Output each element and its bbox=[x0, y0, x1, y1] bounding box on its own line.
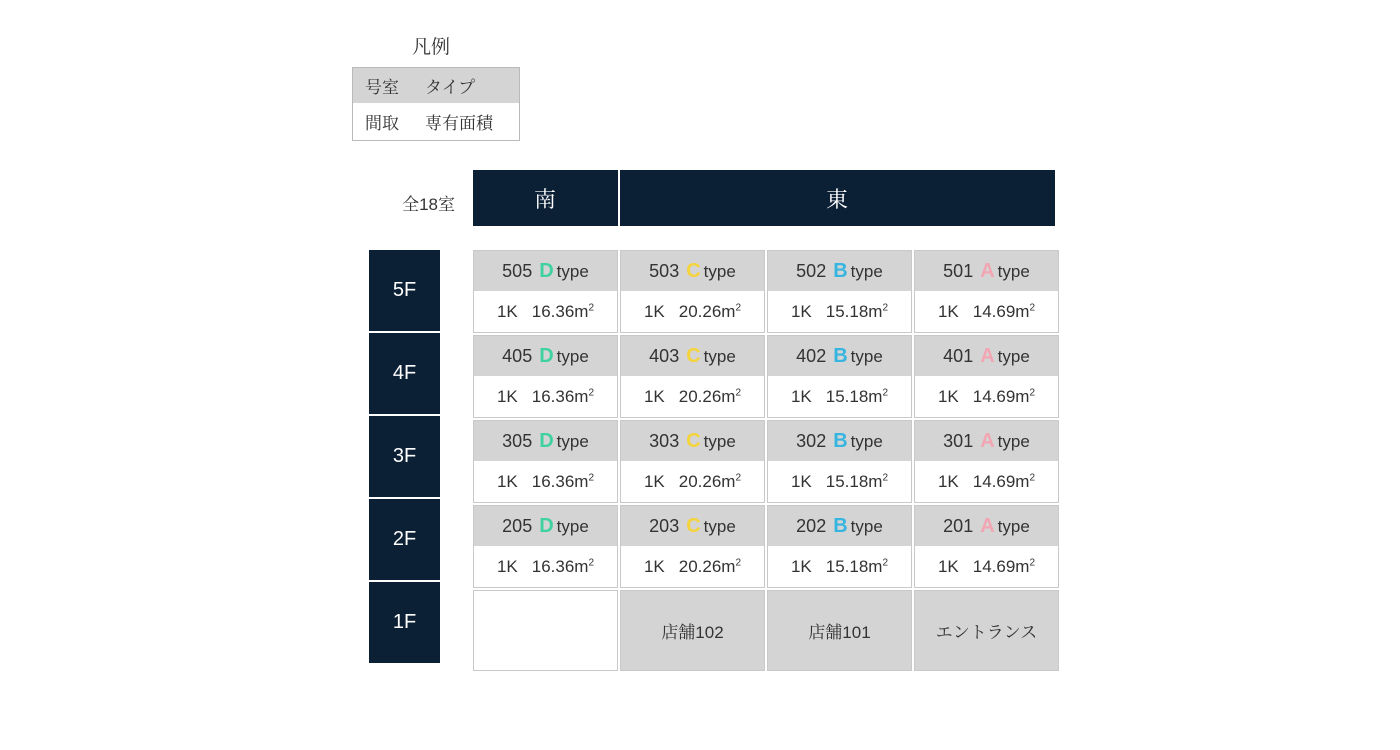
room-type-letter: A bbox=[980, 429, 995, 452]
room-number: 203 bbox=[649, 515, 680, 536]
floor-label: 3F bbox=[369, 416, 440, 497]
room-layout: 1K bbox=[937, 387, 959, 406]
room-type-suffix: type bbox=[997, 516, 1030, 536]
room-details bbox=[768, 547, 911, 587]
room-type-suffix: type bbox=[997, 346, 1030, 366]
room-details bbox=[621, 462, 764, 502]
room-number: 505 bbox=[502, 260, 533, 281]
legend-row-bottom bbox=[353, 104, 519, 140]
room-type bbox=[980, 260, 1030, 283]
room-type bbox=[539, 430, 589, 453]
room-cell[interactable] bbox=[473, 420, 618, 503]
room-layout: 1K bbox=[496, 557, 518, 576]
room-type bbox=[539, 345, 589, 368]
room-area-unit: m bbox=[868, 302, 883, 321]
room-area-unit-exponent: 2 bbox=[1029, 387, 1036, 399]
room-cell[interactable] bbox=[767, 335, 912, 418]
room-layout: 1K bbox=[496, 302, 518, 321]
room-area-value: 16.36 bbox=[531, 387, 575, 406]
room-type-letter: C bbox=[686, 259, 701, 282]
room-header bbox=[768, 506, 911, 547]
floor-row bbox=[473, 250, 1059, 333]
room-area-unit-exponent: 2 bbox=[882, 557, 889, 569]
room-details bbox=[474, 462, 617, 502]
room-header bbox=[621, 506, 764, 547]
room-area-unit: m bbox=[721, 557, 736, 576]
room-area bbox=[679, 302, 741, 322]
room-type-suffix: type bbox=[850, 431, 883, 451]
room-cell[interactable] bbox=[620, 335, 765, 418]
room-number: 405 bbox=[502, 345, 533, 366]
direction-cell-east: 東 bbox=[620, 170, 1055, 226]
room-area-unit-exponent: 2 bbox=[882, 472, 889, 484]
room-header bbox=[474, 421, 617, 462]
room-details bbox=[621, 292, 764, 332]
room-area-unit-exponent: 2 bbox=[588, 387, 595, 399]
room-cell[interactable] bbox=[473, 335, 618, 418]
room-number: 502 bbox=[796, 260, 827, 281]
room-area-value: 15.18 bbox=[825, 302, 869, 321]
room-area-unit-exponent: 2 bbox=[1029, 302, 1036, 314]
room-type-letter: A bbox=[980, 344, 995, 367]
room-number: 301 bbox=[943, 430, 974, 451]
floor-label: 5F bbox=[369, 250, 440, 331]
ground-floor-unit[interactable]: 店舗101 bbox=[767, 590, 912, 671]
legend-box bbox=[352, 67, 520, 141]
room-area-unit-exponent: 2 bbox=[735, 472, 742, 484]
room-area-unit-exponent: 2 bbox=[882, 302, 889, 314]
room-cell[interactable] bbox=[767, 250, 912, 333]
room-area-unit-exponent: 2 bbox=[588, 557, 595, 569]
ground-floor-empty bbox=[473, 590, 618, 671]
room-area-value: 16.36 bbox=[531, 302, 575, 321]
room-area-unit: m bbox=[574, 472, 589, 491]
room-area bbox=[532, 557, 594, 577]
room-type-letter: D bbox=[539, 429, 554, 452]
room-area-unit-exponent: 2 bbox=[735, 387, 742, 399]
room-type-suffix: type bbox=[703, 261, 736, 281]
room-type bbox=[980, 345, 1030, 368]
room-area bbox=[532, 387, 594, 407]
legend-row-top bbox=[353, 68, 519, 104]
room-type-suffix: type bbox=[556, 431, 589, 451]
room-number: 303 bbox=[649, 430, 680, 451]
legend-type-label: タイプ bbox=[425, 77, 476, 97]
room-type bbox=[980, 515, 1030, 538]
room-number: 401 bbox=[943, 345, 974, 366]
room-number: 305 bbox=[502, 430, 533, 451]
room-type-suffix: type bbox=[850, 516, 883, 536]
room-details bbox=[768, 292, 911, 332]
room-layout: 1K bbox=[790, 472, 812, 491]
room-type-suffix: type bbox=[703, 346, 736, 366]
room-number: 205 bbox=[502, 515, 533, 536]
room-layout: 1K bbox=[790, 557, 812, 576]
room-area-unit: m bbox=[574, 557, 589, 576]
room-cell[interactable] bbox=[914, 335, 1059, 418]
legend-area-label: 専有面積 bbox=[425, 114, 493, 134]
legend-room-number-label: 号室 bbox=[365, 77, 399, 97]
room-type bbox=[833, 430, 883, 453]
room-area-unit: m bbox=[868, 557, 883, 576]
room-header bbox=[768, 421, 911, 462]
room-area-unit-exponent: 2 bbox=[1029, 472, 1036, 484]
room-details bbox=[474, 377, 617, 417]
room-layout: 1K bbox=[790, 387, 812, 406]
room-type-suffix: type bbox=[556, 261, 589, 281]
room-number: 503 bbox=[649, 260, 680, 281]
room-details bbox=[915, 547, 1058, 587]
room-area-value: 20.26 bbox=[678, 387, 722, 406]
room-type-suffix: type bbox=[556, 516, 589, 536]
room-cell[interactable] bbox=[914, 250, 1059, 333]
room-details bbox=[474, 547, 617, 587]
room-area bbox=[973, 302, 1035, 322]
room-area-unit-exponent: 2 bbox=[735, 302, 742, 314]
room-header bbox=[915, 421, 1058, 462]
room-header bbox=[915, 251, 1058, 292]
legend-layout-label: 間取 bbox=[365, 114, 399, 134]
room-type-letter: C bbox=[686, 429, 701, 452]
room-layout: 1K bbox=[937, 557, 959, 576]
room-cell[interactable] bbox=[473, 505, 618, 588]
room-cell[interactable] bbox=[914, 420, 1059, 503]
room-number: 402 bbox=[796, 345, 827, 366]
room-area-unit: m bbox=[1015, 557, 1030, 576]
room-area-unit: m bbox=[721, 387, 736, 406]
total-rooms-label: 全18室 bbox=[402, 195, 455, 214]
room-area bbox=[973, 472, 1035, 492]
room-cell[interactable] bbox=[620, 420, 765, 503]
room-type-letter: D bbox=[539, 344, 554, 367]
room-type-suffix: type bbox=[850, 346, 883, 366]
room-header bbox=[915, 336, 1058, 377]
room-area bbox=[826, 302, 888, 322]
floor-row bbox=[473, 420, 1059, 503]
direction-cell-south: 南 bbox=[473, 170, 618, 226]
room-details bbox=[915, 377, 1058, 417]
room-type-letter: C bbox=[686, 344, 701, 367]
room-type-suffix: type bbox=[997, 261, 1030, 281]
room-details bbox=[621, 377, 764, 417]
room-details bbox=[474, 292, 617, 332]
room-area-value: 14.69 bbox=[972, 557, 1016, 576]
room-area-unit: m bbox=[721, 472, 736, 491]
legend-title: 凡例 bbox=[412, 37, 451, 58]
room-header bbox=[474, 506, 617, 547]
room-type bbox=[980, 430, 1030, 453]
room-area-unit: m bbox=[1015, 302, 1030, 321]
room-header bbox=[621, 336, 764, 377]
direction-header bbox=[473, 170, 1055, 226]
room-type bbox=[833, 515, 883, 538]
room-type bbox=[539, 515, 589, 538]
room-type bbox=[833, 260, 883, 283]
room-header bbox=[621, 421, 764, 462]
room-area bbox=[973, 387, 1035, 407]
room-layout: 1K bbox=[937, 472, 959, 491]
room-area-unit-exponent: 2 bbox=[1029, 557, 1036, 569]
room-area-value: 14.69 bbox=[972, 387, 1016, 406]
room-type bbox=[686, 430, 736, 453]
room-details bbox=[915, 292, 1058, 332]
room-area-unit-exponent: 2 bbox=[588, 302, 595, 314]
room-area-unit: m bbox=[574, 387, 589, 406]
ground-floor-unit[interactable]: 店舗102 bbox=[620, 590, 765, 671]
room-type-letter: B bbox=[833, 344, 848, 367]
floor-label-column bbox=[369, 250, 440, 663]
room-area-unit: m bbox=[1015, 472, 1030, 491]
room-type bbox=[539, 260, 589, 283]
room-layout: 1K bbox=[496, 472, 518, 491]
room-area-unit: m bbox=[574, 302, 589, 321]
room-area-value: 20.26 bbox=[678, 472, 722, 491]
room-type bbox=[686, 345, 736, 368]
room-area bbox=[826, 387, 888, 407]
room-number: 302 bbox=[796, 430, 827, 451]
room-area-value: 14.69 bbox=[972, 472, 1016, 491]
room-details bbox=[768, 377, 911, 417]
room-type-suffix: type bbox=[703, 431, 736, 451]
room-number: 201 bbox=[943, 515, 974, 536]
room-area bbox=[679, 557, 741, 577]
room-type-letter: C bbox=[686, 514, 701, 537]
room-area-value: 15.18 bbox=[825, 387, 869, 406]
room-area bbox=[532, 302, 594, 322]
room-cell[interactable] bbox=[473, 250, 618, 333]
room-type-letter: D bbox=[539, 259, 554, 282]
room-cell[interactable] bbox=[620, 250, 765, 333]
room-cell[interactable] bbox=[620, 505, 765, 588]
room-type-letter: A bbox=[980, 259, 995, 282]
room-type-letter: B bbox=[833, 429, 848, 452]
room-area bbox=[826, 472, 888, 492]
room-area-unit: m bbox=[868, 387, 883, 406]
room-area-value: 16.36 bbox=[531, 557, 575, 576]
floor-label: 1F bbox=[369, 582, 440, 663]
room-cell[interactable] bbox=[767, 505, 912, 588]
room-type-suffix: type bbox=[997, 431, 1030, 451]
room-type-suffix: type bbox=[556, 346, 589, 366]
room-type-suffix: type bbox=[850, 261, 883, 281]
room-header bbox=[915, 506, 1058, 547]
room-type-suffix: type bbox=[703, 516, 736, 536]
room-details bbox=[768, 462, 911, 502]
room-area-value: 15.18 bbox=[825, 472, 869, 491]
room-area-value: 15.18 bbox=[825, 557, 869, 576]
floor-row bbox=[473, 335, 1059, 418]
room-area-unit: m bbox=[1015, 387, 1030, 406]
room-area-unit: m bbox=[868, 472, 883, 491]
room-cell[interactable] bbox=[914, 505, 1059, 588]
room-header bbox=[768, 251, 911, 292]
room-type bbox=[686, 515, 736, 538]
room-area-unit-exponent: 2 bbox=[588, 472, 595, 484]
room-header bbox=[768, 336, 911, 377]
room-area bbox=[973, 557, 1035, 577]
legend bbox=[352, 38, 520, 141]
ground-floor-row bbox=[473, 590, 1059, 671]
room-header bbox=[474, 336, 617, 377]
floor-label: 2F bbox=[369, 499, 440, 580]
room-type-letter: A bbox=[980, 514, 995, 537]
room-area bbox=[679, 472, 741, 492]
room-cell[interactable] bbox=[767, 420, 912, 503]
room-layout: 1K bbox=[496, 387, 518, 406]
room-area-value: 20.26 bbox=[678, 557, 722, 576]
room-header bbox=[474, 251, 617, 292]
room-layout: 1K bbox=[643, 387, 665, 406]
room-type-letter: D bbox=[539, 514, 554, 537]
room-number: 403 bbox=[649, 345, 680, 366]
room-layout: 1K bbox=[643, 557, 665, 576]
room-area-value: 20.26 bbox=[678, 302, 722, 321]
ground-floor-unit[interactable]: エントランス bbox=[914, 590, 1059, 671]
room-area-value: 16.36 bbox=[531, 472, 575, 491]
floor-label: 4F bbox=[369, 333, 440, 414]
room-number: 202 bbox=[796, 515, 827, 536]
room-type-letter: B bbox=[833, 514, 848, 537]
room-type-letter: B bbox=[833, 259, 848, 282]
room-details bbox=[621, 547, 764, 587]
room-type bbox=[833, 345, 883, 368]
room-layout: 1K bbox=[790, 302, 812, 321]
room-number: 501 bbox=[943, 260, 974, 281]
room-area bbox=[826, 557, 888, 577]
room-layout: 1K bbox=[643, 302, 665, 321]
room-header bbox=[621, 251, 764, 292]
room-grid bbox=[473, 250, 1059, 671]
room-layout: 1K bbox=[937, 302, 959, 321]
room-area-unit: m bbox=[721, 302, 736, 321]
floor-row bbox=[473, 505, 1059, 588]
room-area bbox=[679, 387, 741, 407]
room-area-value: 14.69 bbox=[972, 302, 1016, 321]
room-area-unit-exponent: 2 bbox=[882, 387, 889, 399]
room-layout: 1K bbox=[643, 472, 665, 491]
room-type bbox=[686, 260, 736, 283]
room-area-unit-exponent: 2 bbox=[735, 557, 742, 569]
room-area bbox=[532, 472, 594, 492]
room-details bbox=[915, 462, 1058, 502]
